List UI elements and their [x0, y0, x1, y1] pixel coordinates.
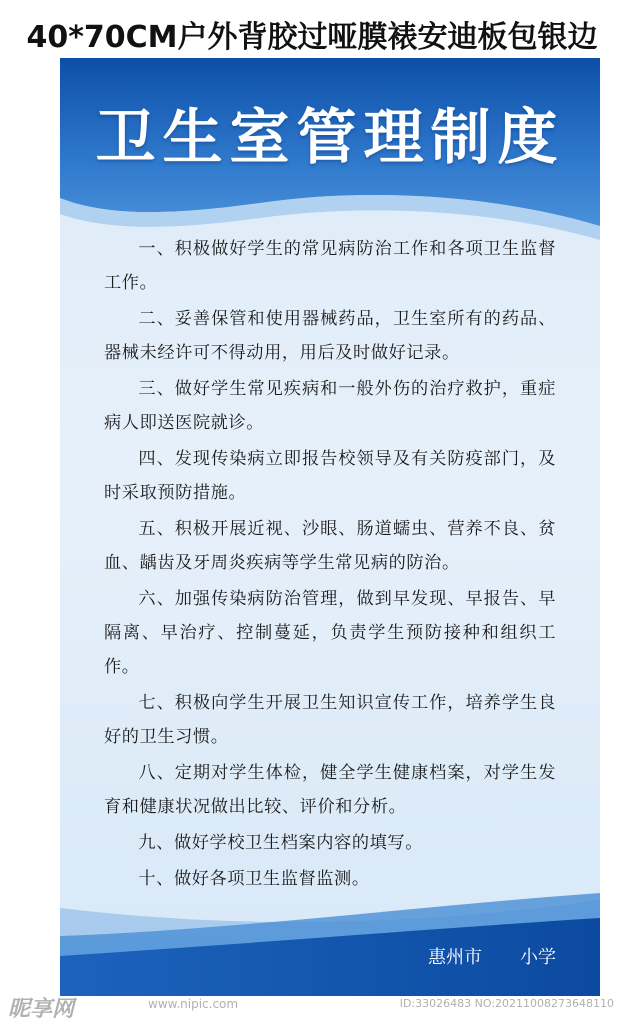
school-signature [428, 946, 556, 970]
rule-item: 七、积极向学生开展卫生知识宣传工作，培养学生良好的卫生习惯。 [104, 693, 556, 747]
rule-item: 十、做好各项卫生监督监测。 [138, 869, 370, 889]
notice-board [60, 58, 600, 996]
rule-item: 一、积极做好学生的常见病防治工作和各项卫生监督工作。 [104, 239, 556, 293]
rule-item: 二、妥善保管和使用器械药品，卫生室所有的药品、器械未经许可不得动用，用后及时做好记录。 [104, 309, 556, 363]
rule-item: 四、发现传染病立即报告校领导及有关防疫部门，及时采取预防措施。 [104, 449, 556, 503]
rule-item: 六、加强传染病防治管理，做到早发现、早报告、早隔离、早治疗、控制蔓延，负责学生预防接种和组织工作。 [104, 589, 556, 677]
watermark-id: ID:33026483 NO:20211008273648110 [399, 997, 614, 1010]
spec-label: 40*70CM户外背胶过哑膜裱安迪板包银边 [26, 20, 598, 55]
rule-item: 九、做好学校卫生档案内容的填写。 [138, 833, 423, 853]
watermark-logo: 昵享网 [8, 997, 75, 1022]
page-title: 卫生室管理制度 [95, 103, 565, 173]
school-city: 惠州市 [428, 947, 482, 968]
rules-list [104, 232, 556, 898]
rule-item: 八、定期对学生体检，健全学生健康档案，对学生发育和健康状况做出比较、评价和分析。 [104, 763, 556, 817]
watermark-site: www.nipic.com [148, 997, 239, 1011]
rule-item: 五、积极开展近视、沙眼、肠道蠕虫、营养不良、贫血、龋齿及牙周炎疾病等学生常见病的防治。 [104, 519, 556, 573]
school-name: 小学 [520, 947, 556, 968]
rule-item: 三、做好学生常见疾病和一般外伤的治疗救护，重症病人即送医院就诊。 [104, 379, 556, 433]
